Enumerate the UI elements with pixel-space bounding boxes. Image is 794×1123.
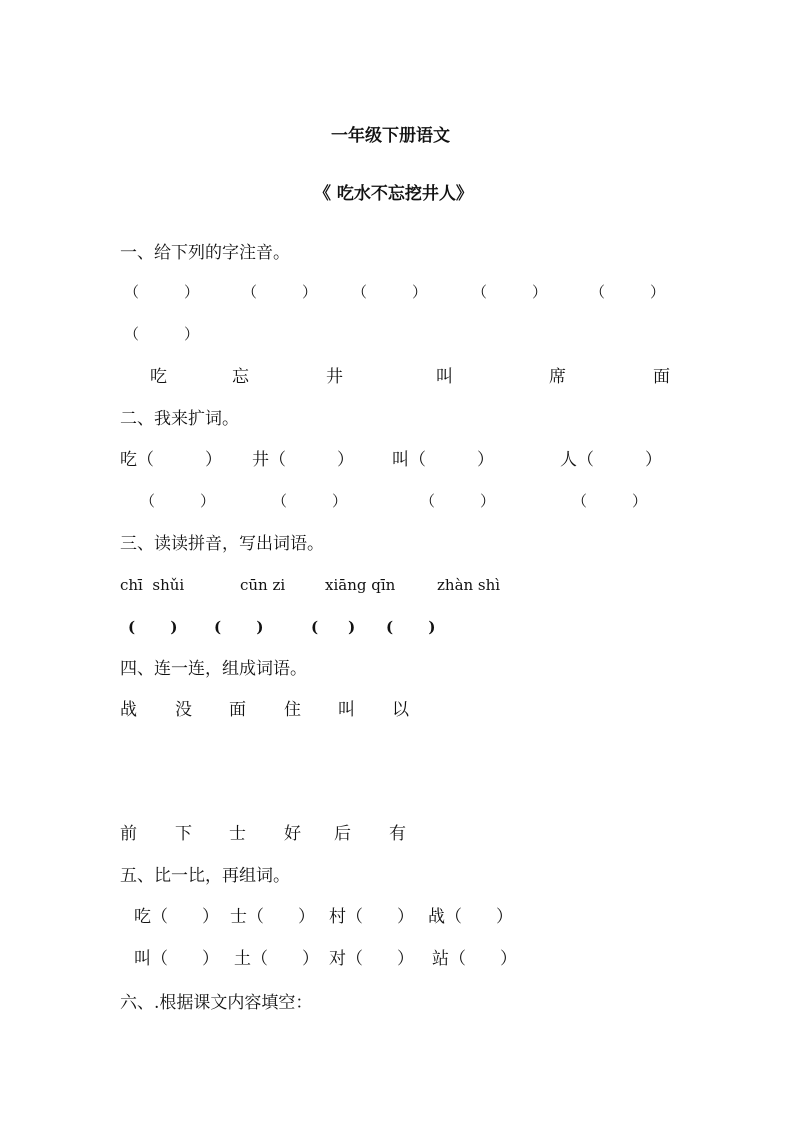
q4-top-char: 叫 xyxy=(338,700,355,720)
q5-item: 站（ ） xyxy=(432,949,517,969)
q1-blank: （ ） xyxy=(124,325,200,343)
q1-char: 席 xyxy=(549,367,566,387)
q2-item: （ ） xyxy=(140,492,216,510)
q4-top-char: 面 xyxy=(229,700,246,720)
q4-bottom-char: 有 xyxy=(389,824,406,844)
q3-blank: ( ) xyxy=(311,618,356,636)
q3-pinyin: zhàn shì xyxy=(437,576,501,594)
q5-item: 士（ ） xyxy=(230,907,315,927)
q4-bottom-char: 下 xyxy=(175,824,192,844)
q6-heading: 六、.根据课文内容填空： xyxy=(120,993,313,1013)
q3-heading: 三、读读拼音，写出词语。 xyxy=(120,534,324,554)
q4-top-char: 以 xyxy=(392,700,409,720)
q5-heading: 五、比一比，再组词。 xyxy=(120,866,290,886)
q4-top-char: 没 xyxy=(175,700,192,720)
q2-item: （ ） xyxy=(272,492,348,510)
q3-blank: ( ) xyxy=(214,618,264,636)
q2-item: 人（ ） xyxy=(560,450,662,470)
q5-item: 吃（ ） xyxy=(134,907,219,927)
q1-char: 叫 xyxy=(436,367,453,387)
q5-item: 土（ ） xyxy=(234,949,319,969)
q5-item: 战（ ） xyxy=(428,907,513,927)
q1-heading: 一、给下列的字注音。 xyxy=(120,243,290,263)
q1-char: 忘 xyxy=(232,367,249,387)
q3-pinyin: chī shǔi xyxy=(120,576,185,594)
q4-bottom-char: 前 xyxy=(120,824,137,844)
q5-item: 对（ ） xyxy=(329,949,414,969)
q3-blank: ( ) xyxy=(386,618,436,636)
q2-item: 井（ ） xyxy=(252,450,354,470)
q4-bottom-char: 后 xyxy=(334,824,351,844)
q2-item: 叫（ ） xyxy=(392,450,494,470)
q3-blank: ( ) xyxy=(128,618,178,636)
q1-blank: （ ） xyxy=(590,283,666,301)
q1-char: 吃 xyxy=(150,367,167,387)
q3-pinyin: xiāng qīn xyxy=(325,576,396,594)
q4-top-char: 住 xyxy=(284,700,301,720)
q1-blank: （ ） xyxy=(124,283,200,301)
q1-blank: （ ） xyxy=(472,283,548,301)
q1-blank: （ ） xyxy=(352,283,428,301)
q4-bottom-char: 士 xyxy=(229,824,246,844)
q2-item: （ ） xyxy=(572,492,648,510)
q3-pinyin: cūn zi xyxy=(240,576,286,594)
page-title: 一年级下册语文 xyxy=(331,126,450,146)
q5-item: 叫（ ） xyxy=(134,949,219,969)
lesson-title: 《 吃水不忘挖井人》 xyxy=(314,184,473,204)
q1-blank: （ ） xyxy=(242,283,318,301)
q4-heading: 四、连一连，组成词语。 xyxy=(120,659,307,679)
q4-bottom-char: 好 xyxy=(284,824,301,844)
q2-heading: 二、我来扩词。 xyxy=(120,409,239,429)
q5-item: 村（ ） xyxy=(329,907,414,927)
q4-top-char: 战 xyxy=(120,700,137,720)
q2-item: （ ） xyxy=(420,492,496,510)
q1-char: 井 xyxy=(326,367,343,387)
q2-item: 吃（ ） xyxy=(120,450,222,470)
q1-char: 面 xyxy=(653,367,670,387)
